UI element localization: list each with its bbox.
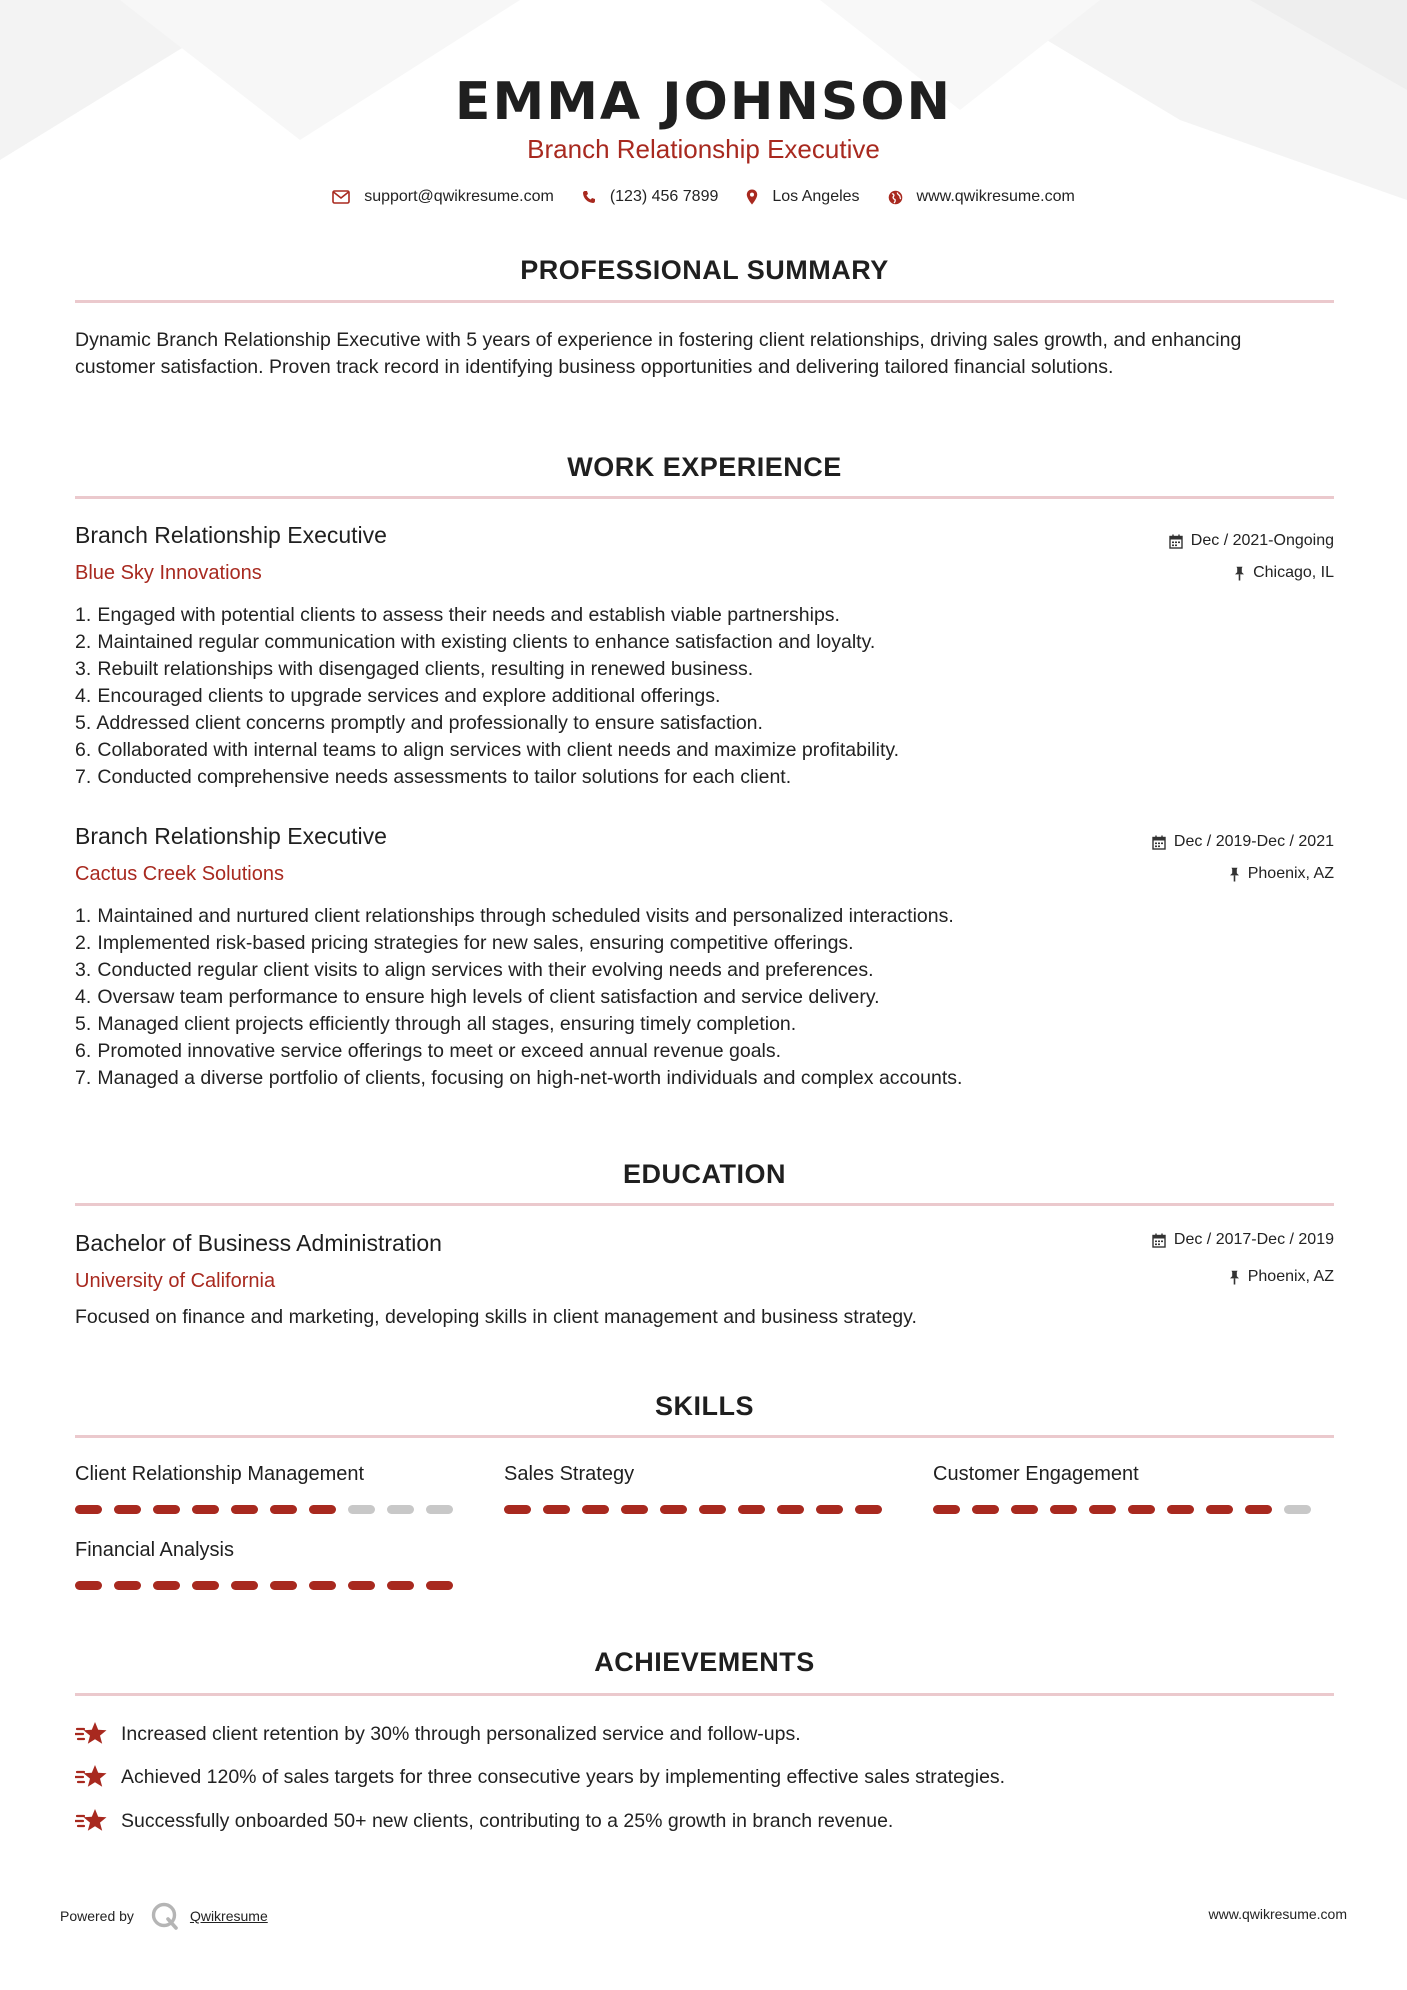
education-description: Focused on finance and marketing, developing skills in client management and business strategy. bbox=[75, 1306, 917, 1328]
job-2-bullets bbox=[75, 903, 1225, 1092]
star-icon bbox=[75, 1808, 109, 1834]
skill-item bbox=[75, 1539, 455, 1562]
skill-dash-filled bbox=[1050, 1505, 1077, 1514]
globe-icon bbox=[888, 190, 903, 205]
contact-phone[interactable] bbox=[582, 188, 719, 206]
job-2-title: Branch Relationship Executive bbox=[75, 823, 387, 849]
skill-dash-filled bbox=[699, 1505, 726, 1514]
calendar-icon bbox=[1152, 1233, 1166, 1248]
qwikresume-link[interactable]: Qwikresume bbox=[189, 1908, 268, 1924]
skill-dash-filled bbox=[816, 1505, 843, 1514]
summary-text: Dynamic Branch Relationship Executive with 5 years of experience in fostering client relationships, driving sales growth, and enhancing customer satisfaction. Proven track record in identifying business opportunities and delivering tailored financial solutions. bbox=[75, 329, 1242, 378]
footer-powered-by bbox=[60, 1901, 268, 1931]
skill-dash-filled bbox=[114, 1581, 141, 1590]
summary-heading: PROFESSIONAL SUMMARY bbox=[520, 255, 889, 285]
education-heading: EDUCATION bbox=[623, 1159, 786, 1189]
job-2-company: Cactus Creek Solutions bbox=[75, 863, 284, 885]
job-2-dates-text: Dec / 2019-Dec / 2021 bbox=[1173, 833, 1334, 850]
education-location-text: Phoenix, AZ bbox=[1247, 1268, 1334, 1285]
contact-location-text: Los Angeles bbox=[772, 188, 860, 205]
skill-dash-empty bbox=[387, 1505, 414, 1514]
contact-website[interactable] bbox=[888, 188, 1075, 206]
skill-dash-filled bbox=[738, 1505, 765, 1514]
job-2-location-text: Phoenix, AZ bbox=[1247, 865, 1334, 882]
skill-dash-filled bbox=[582, 1505, 609, 1514]
skill-level-bar bbox=[933, 1505, 1323, 1514]
list-item: 7. Conducted comprehensive needs assessments to tailor solutions for each client. bbox=[75, 766, 792, 788]
footer-website[interactable]: www.qwikresume.com bbox=[1208, 1906, 1347, 1922]
skill-dash-filled bbox=[270, 1581, 297, 1590]
skill-dash-empty bbox=[348, 1505, 375, 1514]
list-item: 1. Engaged with potential clients to assess their needs and establish viable partnerships. bbox=[75, 604, 840, 626]
pin-icon bbox=[1229, 1270, 1240, 1285]
list-item: 5. Managed client projects efficiently through all stages, ensuring timely completion. bbox=[75, 1013, 797, 1035]
achievement-text: Increased client retention by 30% through personalized service and follow-ups. bbox=[121, 1722, 801, 1745]
skill-dash-filled bbox=[153, 1505, 180, 1514]
list-item: 2. Maintained regular communication with existing clients to enhance satisfaction and loyalty. bbox=[75, 631, 876, 653]
skill-level-bar bbox=[75, 1581, 465, 1590]
skill-dash-filled bbox=[1089, 1505, 1116, 1514]
list-item: 6. Collaborated with internal teams to align services with client needs and maximize profitability. bbox=[75, 739, 900, 761]
summary-divider bbox=[75, 300, 1334, 303]
skill-item bbox=[933, 1463, 1313, 1486]
star-icon bbox=[75, 1764, 109, 1790]
list-item: 6. Promoted innovative service offerings to meet or exceed annual revenue goals. bbox=[75, 1040, 782, 1062]
list-item: 1. Maintained and nurtured client relationships through scheduled visits and personalized interactions. bbox=[75, 905, 954, 927]
skill-dash-filled bbox=[75, 1505, 102, 1514]
job-1-location-text: Chicago, IL bbox=[1253, 564, 1334, 581]
skill-dash-filled bbox=[348, 1581, 375, 1590]
skill-dash-filled bbox=[153, 1581, 180, 1590]
candidate-role: Branch Relationship Executive bbox=[527, 134, 880, 164]
skill-item bbox=[75, 1463, 455, 1486]
calendar-icon bbox=[1152, 835, 1166, 850]
skill-dash-filled bbox=[192, 1581, 219, 1590]
contact-email[interactable] bbox=[332, 188, 554, 206]
job-1-company: Blue Sky Innovations bbox=[75, 562, 262, 584]
skill-dash-filled bbox=[426, 1581, 453, 1590]
skill-dash-filled bbox=[660, 1505, 687, 1514]
job-1-dates bbox=[1169, 532, 1334, 550]
skill-dash-filled bbox=[1245, 1505, 1272, 1514]
skill-name: Client Relationship Management bbox=[75, 1463, 365, 1485]
skills-heading: SKILLS bbox=[654, 1391, 754, 1421]
job-1-bullets bbox=[75, 602, 1225, 791]
skill-dash-filled bbox=[1128, 1505, 1155, 1514]
education-location bbox=[1229, 1268, 1334, 1286]
pin-icon bbox=[1229, 867, 1240, 882]
skill-name: Customer Engagement bbox=[933, 1463, 1139, 1485]
qwikresume-logo-icon bbox=[150, 1901, 180, 1931]
list-item: 4. Encouraged clients to upgrade services and explore additional offerings. bbox=[75, 685, 721, 707]
education-degree: Bachelor of Business Administration bbox=[75, 1230, 442, 1256]
skill-dash-filled bbox=[309, 1581, 336, 1590]
skill-dash-filled bbox=[1167, 1505, 1194, 1514]
phone-icon bbox=[582, 190, 596, 204]
skill-dash-filled bbox=[972, 1505, 999, 1514]
experience-heading: WORK EXPERIENCE bbox=[567, 452, 842, 482]
mail-icon bbox=[332, 190, 350, 204]
achievement-item bbox=[75, 1721, 801, 1747]
contact-website-text: www.qwikresume.com bbox=[916, 188, 1075, 205]
job-2-location bbox=[1229, 865, 1334, 883]
skill-level-bar bbox=[75, 1505, 465, 1514]
powered-by-label: Powered by bbox=[60, 1908, 134, 1924]
skill-dash-filled bbox=[192, 1505, 219, 1514]
education-dates bbox=[1152, 1231, 1334, 1249]
skill-level-bar bbox=[504, 1505, 894, 1514]
achievement-text: Achieved 120% of sales targets for three consecutive years by implementing effective sales strategies. bbox=[121, 1765, 1006, 1788]
achievements-heading: ACHIEVEMENTS bbox=[594, 1647, 815, 1677]
skills-divider bbox=[75, 1435, 1334, 1438]
education-school: University of California bbox=[75, 1270, 276, 1292]
skill-dash-filled bbox=[543, 1505, 570, 1514]
skill-dash-filled bbox=[387, 1581, 414, 1590]
star-icon bbox=[75, 1721, 109, 1747]
skill-name: Sales Strategy bbox=[504, 1463, 635, 1485]
candidate-name: EMMA JOHNSON bbox=[454, 72, 953, 132]
skill-dash-filled bbox=[270, 1505, 297, 1514]
skill-name: Financial Analysis bbox=[75, 1539, 234, 1561]
contact-phone-text: (123) 456 7899 bbox=[609, 188, 719, 205]
education-dates-text: Dec / 2017-Dec / 2019 bbox=[1173, 1231, 1334, 1248]
skill-dash-filled bbox=[933, 1505, 960, 1514]
list-item: 7. Managed a diverse portfolio of clients, focusing on high-net-worth individuals and complex accounts. bbox=[75, 1067, 963, 1089]
achievement-text: Successfully onboarded 50+ new clients, contributing to a 25% growth in branch revenue. bbox=[121, 1809, 894, 1832]
skill-dash-filled bbox=[231, 1581, 258, 1590]
list-item: 4. Oversaw team performance to ensure high levels of client satisfaction and service delivery. bbox=[75, 986, 880, 1008]
skill-dash-filled bbox=[1011, 1505, 1038, 1514]
experience-divider bbox=[75, 496, 1334, 499]
skill-dash-filled bbox=[114, 1505, 141, 1514]
list-item: 3. Rebuilt relationships with disengaged clients, resulting in renewed business. bbox=[75, 658, 754, 680]
skill-dash-filled bbox=[504, 1505, 531, 1514]
achievement-item bbox=[75, 1764, 1005, 1790]
achievement-item bbox=[75, 1808, 893, 1834]
skill-dash-filled bbox=[1206, 1505, 1233, 1514]
list-item: 3. Conducted regular client visits to align services with their evolving needs and preferences. bbox=[75, 959, 874, 981]
contact-location bbox=[746, 188, 859, 206]
skill-dash-filled bbox=[309, 1505, 336, 1514]
achievements-divider bbox=[75, 1693, 1334, 1696]
skill-dash-empty bbox=[1284, 1505, 1311, 1514]
skill-dash-filled bbox=[231, 1505, 258, 1514]
job-1-title: Branch Relationship Executive bbox=[75, 522, 387, 548]
job-2-dates bbox=[1152, 833, 1334, 851]
skill-dash-filled bbox=[621, 1505, 648, 1514]
job-1-dates-text: Dec / 2021-Ongoing bbox=[1190, 532, 1334, 549]
skill-dash-filled bbox=[855, 1505, 882, 1514]
skill-dash-filled bbox=[777, 1505, 804, 1514]
skill-item bbox=[504, 1463, 884, 1486]
list-item: 2. Implemented risk-based pricing strategies for new sales, ensuring competitive offerings. bbox=[75, 932, 854, 954]
contact-email-text: support@qwikresume.com bbox=[364, 188, 554, 205]
contact-bar bbox=[0, 188, 1407, 206]
map-pin-icon bbox=[746, 189, 758, 205]
skill-dash-empty bbox=[426, 1505, 453, 1514]
list-item: 5. Addressed client concerns promptly and professionally to ensure satisfaction. bbox=[75, 712, 763, 734]
calendar-icon bbox=[1169, 534, 1183, 549]
skill-dash-filled bbox=[75, 1581, 102, 1590]
education-divider bbox=[75, 1203, 1334, 1206]
pin-icon bbox=[1234, 566, 1245, 581]
job-1-location bbox=[1234, 564, 1334, 582]
